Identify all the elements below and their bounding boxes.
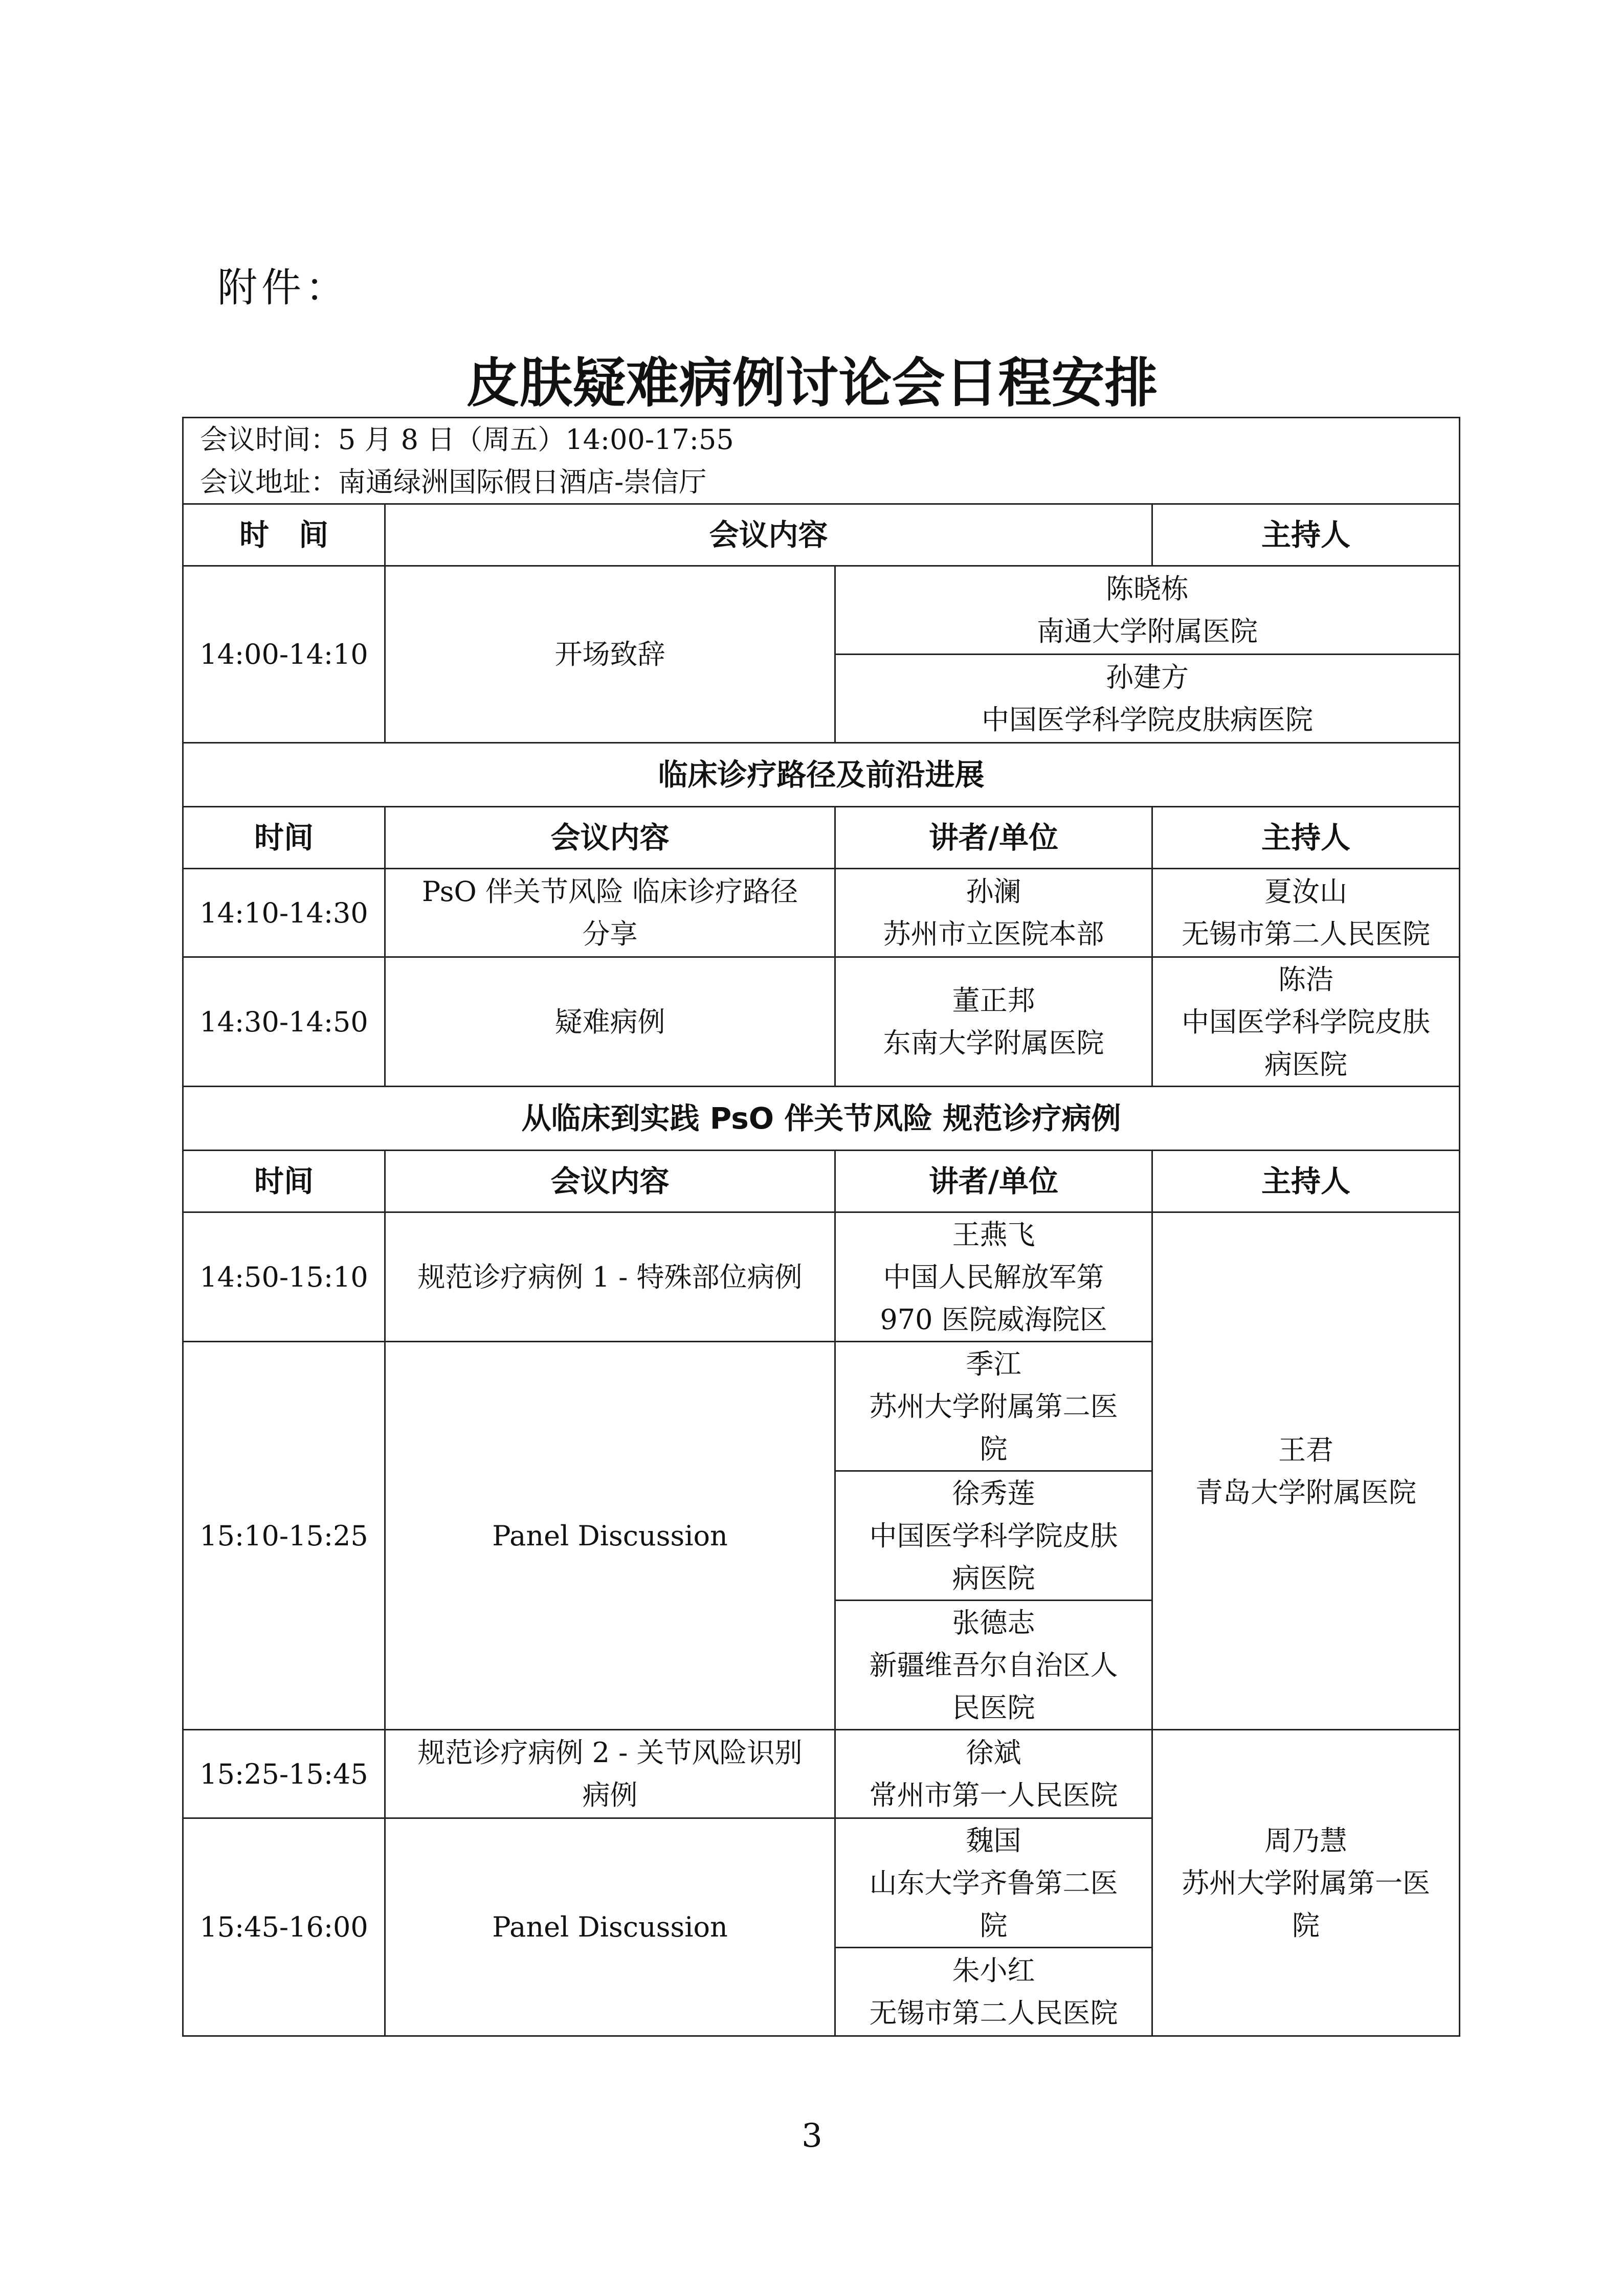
opening-row — [183, 566, 1460, 655]
speaker-name: 徐秀莲 — [952, 1477, 1035, 1510]
header-time: 时间 — [183, 807, 385, 869]
row-content — [385, 1730, 835, 1818]
opening-header-row — [183, 504, 1460, 566]
row-host — [1152, 1212, 1460, 1730]
section1-header-row — [183, 807, 1460, 869]
header-host: 主持人 — [1152, 1151, 1460, 1212]
speaker-unit: 中国医学科学院皮肤 — [869, 1519, 1118, 1552]
section1-title: 临床诊疗路径及前沿进展 — [183, 743, 1460, 807]
host-unit: 中国医学科学院皮肤 — [1182, 1005, 1430, 1038]
header-content: 会议内容 — [385, 504, 1152, 566]
speaker-name: 徐斌 — [966, 1737, 1021, 1769]
opening-host-2 — [835, 655, 1460, 743]
opening-host-1 — [835, 566, 1460, 655]
speaker-name: 孙澜 — [966, 875, 1021, 908]
page-number: 3 — [802, 2117, 822, 2155]
row-time: 14:30-14:50 — [183, 957, 385, 1087]
speaker-unit: 山东大学齐鲁第二医 — [869, 1866, 1118, 1899]
section2-title-row — [183, 1087, 1460, 1151]
content-line: 分享 — [582, 918, 638, 950]
speaker-unit: 院 — [980, 1432, 1008, 1465]
opening-time: 14:00-14:10 — [183, 566, 385, 743]
host-unit: 院 — [1292, 1909, 1320, 1942]
header-time: 时间 — [183, 1151, 385, 1212]
row-content: 疑难病例 — [385, 957, 835, 1087]
row-speaker — [835, 1342, 1152, 1471]
meeting-info-row — [183, 418, 1460, 504]
row-speaker — [835, 1471, 1152, 1601]
host-unit: 中国医学科学院皮肤病医院 — [982, 704, 1313, 736]
row-speaker — [835, 1212, 1152, 1342]
speaker-unit: 常州市第一人民医院 — [869, 1779, 1118, 1811]
header-content: 会议内容 — [385, 1151, 835, 1212]
speaker-unit: 东南大学附属医院 — [883, 1027, 1104, 1059]
content-line: 规范诊疗病例 2 - 关节风险识别 — [417, 1737, 803, 1769]
header-host: 主持人 — [1152, 504, 1460, 566]
host-name: 孙建方 — [1106, 661, 1189, 693]
row-host — [1152, 869, 1460, 957]
meeting-time: 会议时间：5 月 8 日（周五）14:00-17:55 — [200, 423, 734, 456]
row-speaker — [835, 1948, 1152, 2036]
row-time: 15:25-15:45 — [183, 1730, 385, 1818]
header-time: 时 间 — [183, 504, 385, 566]
host-unit: 南通大学附属医院 — [1037, 615, 1258, 647]
host-unit: 病医院 — [1264, 1048, 1347, 1081]
row-host — [1152, 1730, 1460, 2036]
row-time: 15:45-16:00 — [183, 1818, 385, 2036]
speaker-unit: 新疆维吾尔自治区人 — [869, 1649, 1118, 1681]
row-speaker — [835, 1818, 1152, 1948]
table-row — [183, 1212, 1460, 1342]
table-row — [183, 957, 1460, 1087]
table-row — [183, 1730, 1460, 1818]
host-unit: 无锡市第二人民医院 — [1182, 918, 1430, 950]
meeting-info — [183, 418, 1460, 504]
attachment-label: 附件： — [217, 265, 350, 311]
schedule-table — [182, 417, 1460, 2037]
speaker-name: 董正邦 — [952, 984, 1035, 1017]
content-line: 病例 — [582, 1779, 638, 1811]
speaker-name: 王燕飞 — [952, 1218, 1035, 1251]
row-speaker — [835, 1730, 1152, 1818]
host-name: 周乃慧 — [1264, 1824, 1347, 1857]
row-speaker — [835, 1601, 1152, 1730]
speaker-name: 朱小红 — [952, 1954, 1035, 1987]
header-content: 会议内容 — [385, 807, 835, 869]
speaker-name: 魏国 — [966, 1824, 1021, 1857]
host-name: 陈浩 — [1278, 963, 1333, 996]
header-speaker: 讲者/单位 — [835, 807, 1152, 869]
speaker-unit: 院 — [980, 1909, 1008, 1942]
row-time: 14:10-14:30 — [183, 869, 385, 957]
row-content: 规范诊疗病例 1 - 特殊部位病例 — [385, 1212, 835, 1342]
speaker-unit: 民医院 — [952, 1691, 1035, 1724]
speaker-unit: 苏州大学附属第二医 — [869, 1390, 1118, 1423]
speaker-name: 季江 — [966, 1347, 1021, 1380]
row-content: Panel Discussion — [385, 1342, 835, 1730]
speaker-unit: 中国人民解放军第 — [883, 1260, 1104, 1293]
row-speaker — [835, 869, 1152, 957]
row-content: Panel Discussion — [385, 1818, 835, 2036]
speaker-name: 张德志 — [952, 1606, 1035, 1639]
row-time: 14:50-15:10 — [183, 1212, 385, 1342]
content-line: PsO 伴关节风险 临床诊疗路径 — [421, 875, 798, 908]
host-unit: 青岛大学附属医院 — [1195, 1476, 1416, 1509]
row-speaker — [835, 957, 1152, 1087]
host-name: 夏汝山 — [1264, 875, 1347, 908]
header-host: 主持人 — [1152, 807, 1460, 869]
row-content — [385, 869, 835, 957]
row-host — [1152, 957, 1460, 1087]
section2-title: 从临床到实践 PsO 伴关节风险 规范诊疗病例 — [183, 1087, 1460, 1151]
speaker-unit: 病医院 — [952, 1562, 1035, 1594]
meeting-place: 会议地址：南通绿洲国际假日酒店-崇信厅 — [200, 466, 707, 498]
speaker-unit: 970 医院威海院区 — [880, 1303, 1107, 1336]
document-title: 皮肤疑难病例讨论会日程安排 — [466, 352, 1158, 414]
section1-title-row — [183, 743, 1460, 807]
table-row — [183, 869, 1460, 957]
section2-header-row — [183, 1151, 1460, 1212]
host-unit: 苏州大学附属第一医 — [1182, 1866, 1430, 1899]
speaker-unit: 无锡市第二人民医院 — [869, 1997, 1118, 2029]
speaker-unit: 苏州市立医院本部 — [883, 918, 1104, 950]
header-speaker: 讲者/单位 — [835, 1151, 1152, 1212]
opening-content: 开场致辞 — [385, 566, 835, 743]
row-time: 15:10-15:25 — [183, 1342, 385, 1730]
host-name: 陈晓栋 — [1106, 573, 1189, 605]
host-name: 王君 — [1278, 1433, 1333, 1466]
